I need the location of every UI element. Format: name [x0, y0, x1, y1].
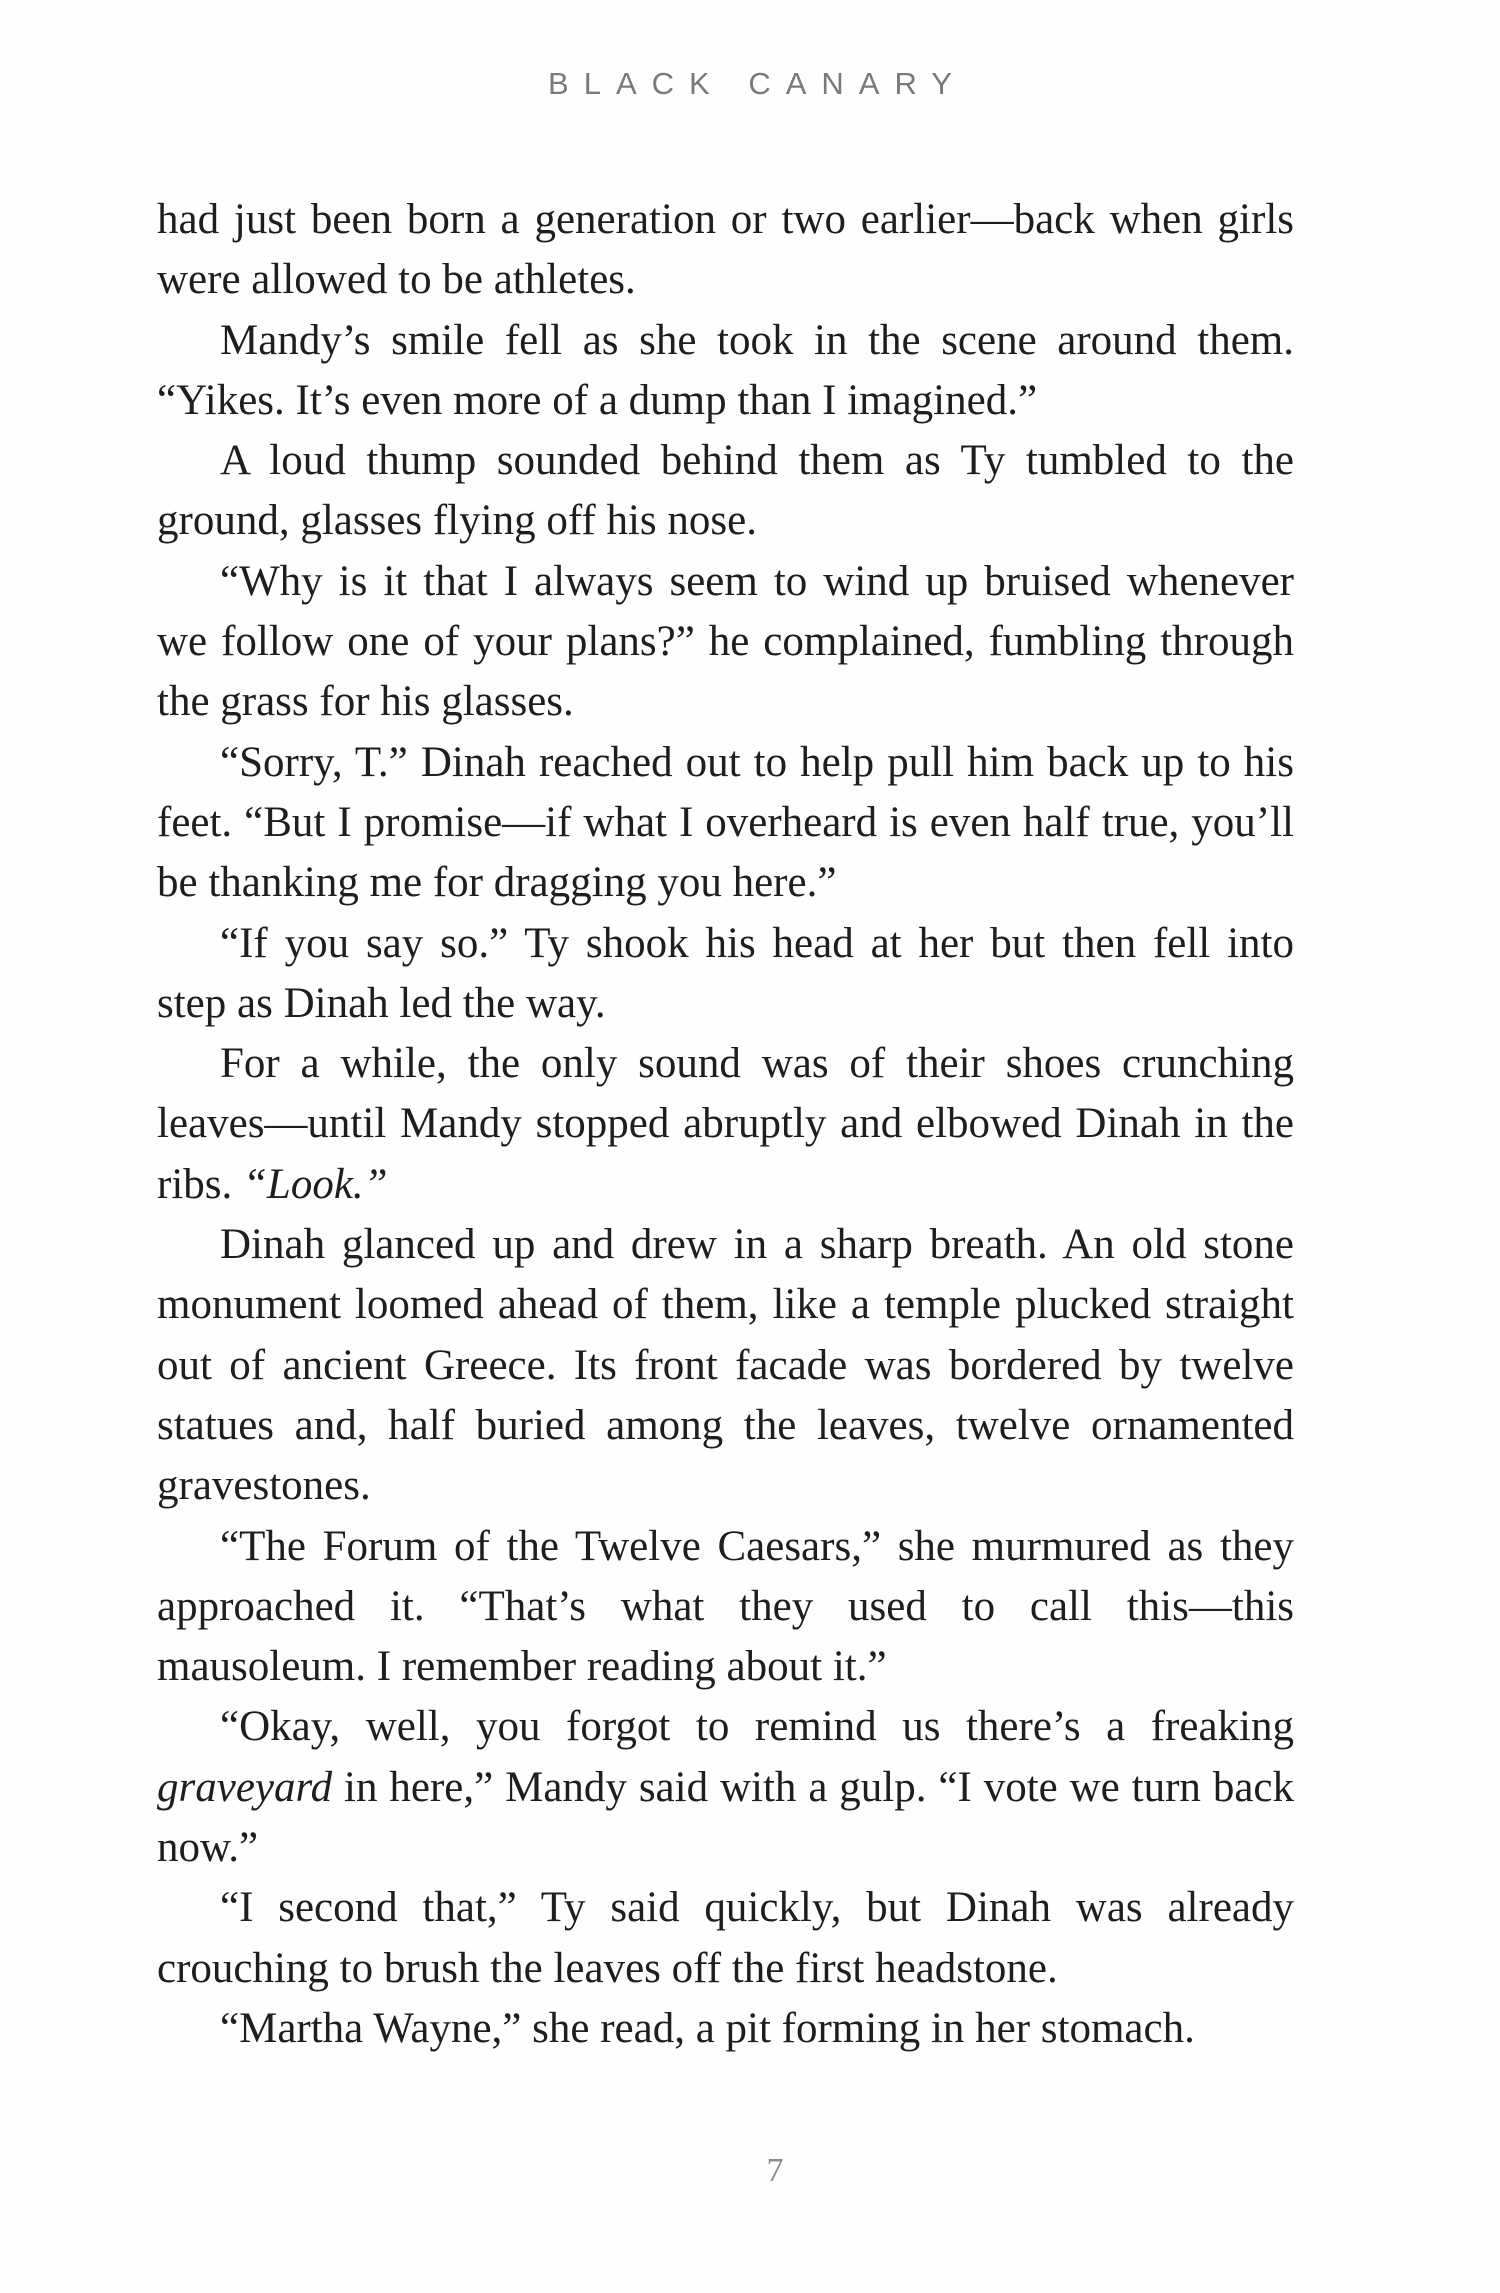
paragraph-1: had just been born a generation or two earlier—back when girls were allowed to be athletes. — [157, 196, 1294, 304]
paragraph-4: “Why is it that I always seem to wind up bruised whenever we follow one of your plans?” he complained, fumbling through the grass for his glasses. — [157, 557, 1294, 726]
paragraph-10-text-after: in here,” Mandy said with a gulp. “I vote we turn back now.” — [157, 1763, 1294, 1872]
paragraph-10 — [157, 1697, 1294, 1878]
paragraph-10-text-before: “Okay, well, you forgot to remind us there’s a freaking — [220, 1703, 1294, 1751]
emphasis-graveyard: graveyard — [157, 1763, 333, 1811]
paragraph-6: “If you say so.” Ty shook his head at her but then fell into step as Dinah led the way. — [157, 919, 1294, 1027]
paragraph-7-text: For a while, the only sound was of their shoes crunching leaves—until Mandy stopped abruptly and elbowed Dinah in the ribs. — [157, 1040, 1294, 1208]
emphasis-look: “Look.” — [243, 1160, 388, 1208]
body-text — [157, 190, 1294, 2059]
paragraph-11: “I second that,” Ty said quickly, but Dinah was already crouching to brush the leaves off the first headstone. — [157, 1884, 1294, 1992]
paragraph-12: “Martha Wayne,” she read, a pit forming in her stomach. — [220, 2004, 1195, 2052]
paragraph-8: Dinah glanced up and drew in a sharp breath. An old stone monument loomed ahead of them, like a temple plucked straight out of ancient Greece. Its front facade was bordered by twelve statues and, half buried among the leaves, twelve ornamented gravestones. — [157, 1221, 1294, 1510]
paragraph-2: Mandy’s smile fell as she took in the scene around them. “Yikes. It’s even more of a dump than I imagined.” — [157, 316, 1294, 424]
page-number: 7 — [766, 2152, 784, 2189]
running-head: BLACK CANARY — [548, 66, 967, 101]
paragraph-3: A loud thump sounded behind them as Ty tumbled to the ground, glasses flying off his nose. — [157, 437, 1294, 545]
paragraph-5: “Sorry, T.” Dinah reached out to help pull him back up to his feet. “But I promise—if what I overheard is even half true, you’ll be thanking me for dragging you here.” — [157, 738, 1294, 907]
paragraph-9: “The Forum of the Twelve Caesars,” she murmured as they approached it. “That’s what they used to call this—this mausoleum. I remember reading about it.” — [157, 1522, 1294, 1691]
paragraph-7 — [157, 1034, 1294, 1215]
